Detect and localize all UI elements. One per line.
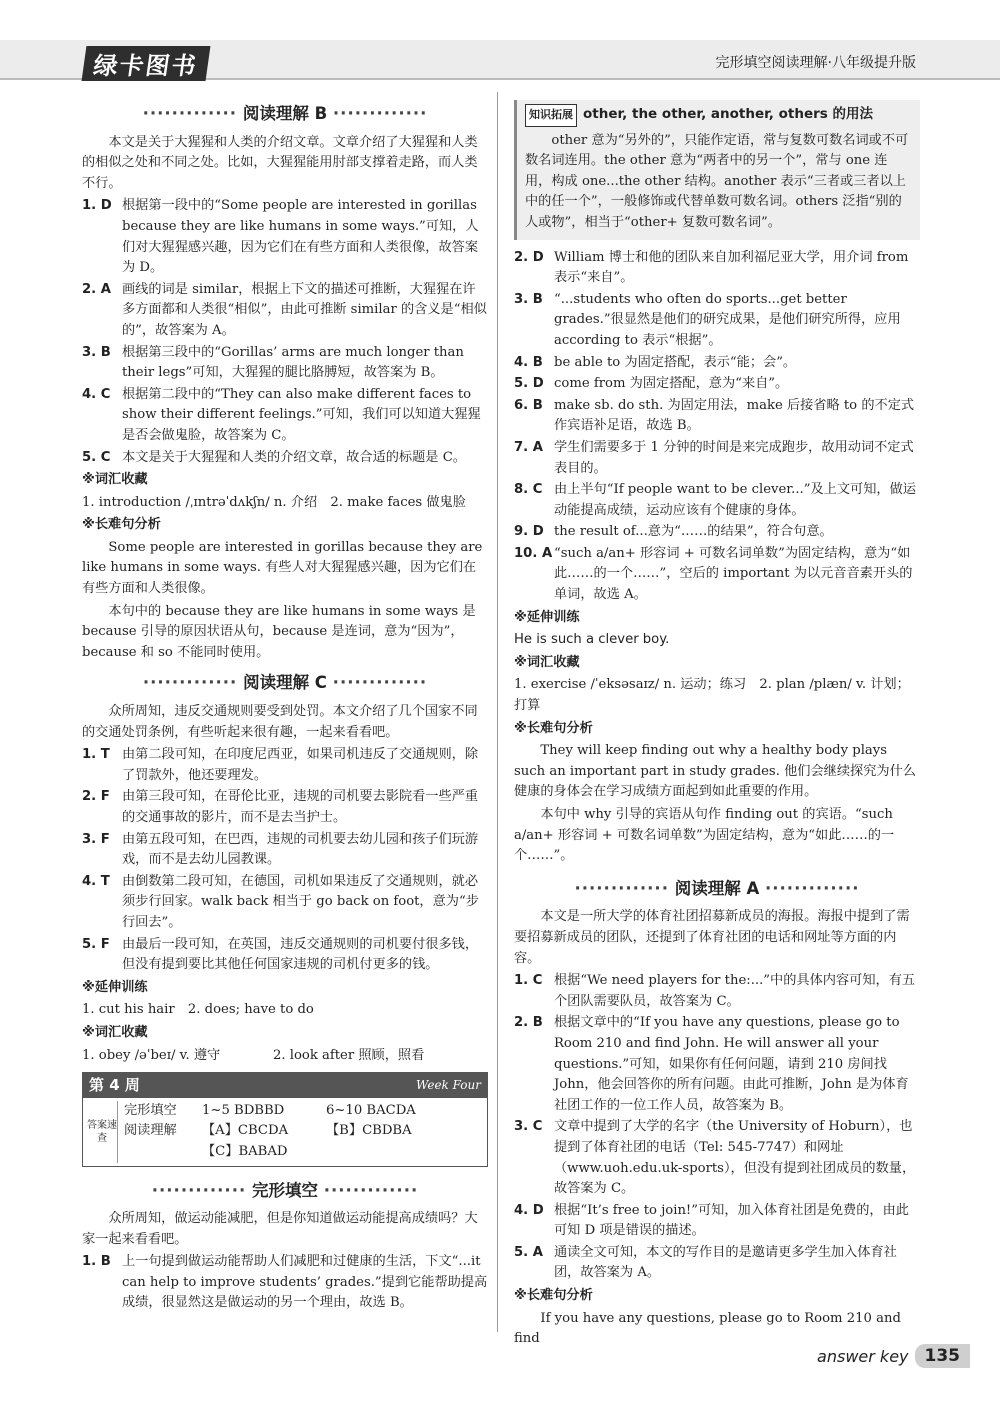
section-title-reading-b: ············· 阅读理解 B ············· <box>142 104 428 123</box>
answer-item: 5. A 通读全文可知，本文的写作目的是邀请更多学生加入体育社团，故答案为 A。 <box>514 1244 897 1281</box>
answer-item: 4. D 根据“It’s free to join!”可知，加入体育社团是免费的，由此可知 D 项是错误的描述。 <box>514 1202 909 1239</box>
answer-item: 1. B 上一句提到做运动能帮助人们减肥和过健康的生活，下文“...it can help to improve students’ grades.”提到它能帮助提高成绩，很显然这是做运动的另一个理由，故选 B。 <box>82 1254 488 1311</box>
answer-item: 3. C 文章中提到了大学的名字（the University of Hoburn），也提到了体育社团的电话（Tel: 545-7747）和网址（www.uoh.edu.uk-sports），但没有提到社团成员的数量，故答案为 C。 <box>514 1119 916 1197</box>
column-divider <box>497 92 498 1332</box>
long-sentence-heading: ※长难句分析 <box>82 517 161 533</box>
long-sentence: Some people are interested in gorillas because they are like humans in some ways. 有些人对大猩猩感兴趣，因为它们在有些方面和人类很像。 <box>82 539 483 597</box>
long-sentence-analysis: 本句中 why 引导的宾语从句作 finding out 的宾语。“such a/an+ 形容词 + 可数名词单数”为固定结构，意为“如此……的一个……”。 <box>514 807 895 864</box>
week-title-en: Week Four <box>415 1078 481 1093</box>
page-number: 135 <box>915 1344 971 1368</box>
week-header <box>83 1073 487 1098</box>
answer-item: 8. C 由上半句“If people want to be clever...”及上文可知，做运动能提高成绩，运动应该有个健康的身体。 <box>514 482 916 518</box>
section-title-cloze: ············· 完形填空 ············· <box>151 1180 419 1200</box>
answer-item: 3. B “...students who often do sports...get better grades.”很显然是他们的研究成果，是他们研究所得，应用 according to 表示“根据”。 <box>514 291 901 348</box>
answer-item: 4. T 由倒数第二段可知，在德国，司机如果违反了交通规则，就必须步行回家。walk back 相当于 go back on foot，意为“步行回去”。 <box>82 873 479 930</box>
answer-item: 1. D 根据第一段中的“Some people are interested in gorillas because they are like humans in some ways.”可知，人们对大猩猩感兴趣，因为它们在有些方面和人类很像，故答案为 D。 <box>82 198 479 276</box>
vocab-heading: ※词汇收藏 <box>82 472 148 488</box>
knowledge-body: other 意为“另外的”，只能作定语，常与复数可数名词或不可数名词连用。the other 意为“两者中的另一个”，常与 one 连用，构成 one...the other 结构。another 表示“三者或三者以上中的任一个”，一般修饰或代替单数可数名词。others 泛指“别的人或物”，相当于“other+ 复数可数名词”。 <box>525 132 909 230</box>
answer-item: 3. F 由第五段可知，在巴西，违规的司机要去幼儿园和孩子们玩游戏，而不是去幼儿园教课。 <box>82 831 479 868</box>
long-sentence-analysis: 本句中的 because they are like humans in some ways 是 because 引导的原因状语从句，because 是连词，意为“因为”，because 和 so 不能同时使用。 <box>82 603 476 660</box>
answer-row-reading-c: 【C】BABAD <box>202 1143 288 1159</box>
reading-a-intro: 本文是一所大学的体育社团招募新成员的海报。海报中提到了需要招募新成员的团队，还提到了体育社团的电话和网址等方面的内容。 <box>514 909 910 966</box>
section-title-reading-a: ············· 阅读理解 A ············· <box>574 878 860 898</box>
page-footer <box>817 1344 970 1368</box>
answer-item: 5. F 由最后一段可知，在英国，违反交通规则的司机要付很多钱，但没有提到要比其他任何国家违规的司机付更多的钱。 <box>82 936 479 973</box>
answer-item: 2. F 由第三段可知，在哥伦比亚，违规的司机要去影院看一些严重的交通事故的影片，而不是去当护士。 <box>82 789 479 825</box>
answer-item: 5. C 本文是关于大猩猩和人类的介绍文章，故合适的标题是 C。 <box>82 449 466 465</box>
answer-item: 1. C 根据“We need players for the:...”中的具体内容可知，有五个团队需要队员，故答案为 C。 <box>514 973 916 1009</box>
answer-key-label: answer key <box>817 1346 909 1366</box>
page-header <box>0 40 1000 80</box>
vocab-list: 1. introduction /ˌɪntrəˈdʌkʃn/ n. 介绍 2. make faces 做鬼脸 <box>82 494 466 510</box>
knowledge-box <box>514 100 920 240</box>
reading-c-intro: 众所周知，违反交通规则要受到处罚。本文介绍了几个国家不同的交通处罚条例，有些听起来很有趣，一起来看看吧。 <box>82 704 478 740</box>
answer-item: 10. A “such a/an+ 形容词 + 可数名词单数”为固定结构，意为“如此……的一个……”，空后的 important 为以元音音素开头的单词，故选 A。 <box>514 545 913 603</box>
long-sentence: They will keep finding out why a healthy body plays such an important part in study grades. 他们会继续探究为什么健康的身体会在学习成绩方面起到如此重要的作用。 <box>514 743 916 800</box>
answer-item: 2. B 根据文章中的“If you have any questions, please go to Room 210 and find John. He will answer all your questions.”可知，如果你有任何问题，请到 210 房间找 John，他会回答你的所有问题。由此可推断，John 是为体育社团工作的一位工作人员，故答案为 B。 <box>514 1015 909 1113</box>
week-title: 第 4 周 <box>89 1076 140 1095</box>
answer-item: 2. D William 博士和他的团队来自加利福尼亚大学，用介词 from 表示“来自”。 <box>514 249 909 286</box>
section-title-reading-c: ············· 阅读理解 C ············· <box>142 673 428 693</box>
knowledge-tag: 知识拓展 <box>525 104 577 127</box>
extension-answer: He is such a clever boy. <box>514 632 670 648</box>
vocab-heading: ※词汇收藏 <box>514 654 580 670</box>
answer-row-cloze: 完形填空 1~5 BDBBD 6~10 BACDA <box>124 1102 416 1118</box>
answer-item: 2. A 画线的词是 similar，根据上下文的描述可推断，大猩猩在许多方面都和人类很“相似”，由此可推断 similar 的含义是“相似的”，故答案为 A。 <box>82 281 487 338</box>
answer-item: 3. B 根据第三段中的“Gorillas’ arms are much longer than their legs”可知，大猩猩的腿比胳膊短，故答案为 B。 <box>82 344 464 381</box>
left-column <box>82 100 488 1315</box>
answer-item: 6. B make sb. do sth. 为固定用法，make 后接省略 to 的不定式作宾语补足语，故选 B。 <box>514 397 915 434</box>
long-sentence: If you have any questions, please go to Room 210 and find <box>514 1310 901 1347</box>
knowledge-title: other, the other, another, others 的用法 <box>583 106 874 122</box>
vocab-list: 1. exercise /ˈeksəsaɪz/ n. 运动；练习 2. plan /plæn/ v. 计划；打算 <box>514 677 910 714</box>
brand-logo: 绿卡图书 <box>82 46 211 81</box>
quick-answer-label: 答案速查 <box>87 1101 118 1163</box>
right-column <box>514 100 920 1352</box>
answer-item: 9. D the result of...意为“……的结果”，符合句意。 <box>514 524 833 540</box>
answer-item: 5. D come from 为固定搭配，意为“来自”。 <box>514 376 789 392</box>
answer-row-reading: 阅读理解 【A】CBCDA 【B】CBDBA <box>124 1123 412 1139</box>
reading-b-intro: 本文是关于大猩猩和人类的介绍文章。文章介绍了大猩猩和人类的相似之处和不同之处。比如，大猩猩能用肘部支撑着走路，而人类不行。 <box>82 134 478 191</box>
answer-item: 7. A 学生们需要多于 1 分钟的时间是来完成跑步，故用动词不定式表目的。 <box>514 439 914 476</box>
long-sentence-heading: ※长难句分析 <box>514 720 593 736</box>
answer-item: 4. B be able to 为固定搭配，表示“能；会”。 <box>514 354 797 370</box>
week-answer-table <box>82 1072 488 1166</box>
series-title: 完形填空阅读理解·八年级提升版 <box>715 55 916 71</box>
extension-heading: ※延伸训练 <box>514 609 580 625</box>
extension-answers: 1. cut his hair 2. does; have to do <box>82 1002 314 1018</box>
vocab-list: 1. obey /əˈbeɪ/ v. 遵守 2. look after 照顾，照看 <box>82 1047 425 1063</box>
answer-item: 4. C 根据第二段中的“They can also make different faces to show their different feelings.”可知，我们可以知道大猩猩是否会做鬼脸，故答案为 C。 <box>82 386 481 443</box>
long-sentence-heading: ※长难句分析 <box>514 1288 593 1304</box>
answer-item: 1. T 由第二段可知，在印度尼西亚，如果司机违反了交通规则，除了罚款外，他还要理发。 <box>82 747 479 783</box>
extension-heading: ※延伸训练 <box>82 979 148 995</box>
cloze-intro: 众所周知，做运动能减肥，但是你知道做运动能提高成绩吗？大家一起来看看吧。 <box>82 1211 478 1247</box>
vocab-heading: ※词汇收藏 <box>82 1024 148 1040</box>
